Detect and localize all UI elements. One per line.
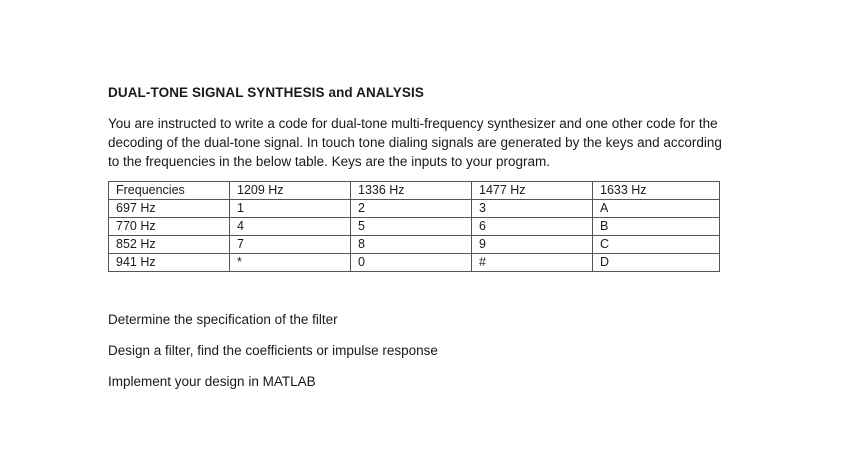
- table-row: [109, 236, 720, 254]
- table-cell: 5: [351, 218, 472, 236]
- table-cell: 941 Hz: [109, 254, 230, 272]
- frequency-table: [108, 181, 720, 272]
- table-cell: #: [472, 254, 593, 272]
- document-page: [108, 85, 728, 389]
- table-cell: 1: [230, 200, 351, 218]
- task-step-2: Design a filter, find the coefficients or impulse response: [108, 343, 438, 358]
- table-row: [109, 200, 720, 218]
- table-cell: A: [593, 200, 720, 218]
- intro-paragraph: You are instructed to write a code for dual-tone multi-frequency synthesizer and one other code for the decoding of the dual-tone signal. In touch tone dialing signals are generated by the keys and according to the frequencies in the below table. Keys are the inputs to your program.: [108, 116, 722, 169]
- table-header-cell: 1336 Hz: [351, 182, 472, 200]
- task-step-1: Determine the specification of the filter: [108, 312, 338, 327]
- table-cell: 3: [472, 200, 593, 218]
- table-row: [109, 254, 720, 272]
- table-cell: 770 Hz: [109, 218, 230, 236]
- task-step-3: Implement your design in MATLAB: [108, 374, 316, 389]
- table-header-cell: 1209 Hz: [230, 182, 351, 200]
- table-cell: *: [230, 254, 351, 272]
- table-cell: 697 Hz: [109, 200, 230, 218]
- table-cell: 0: [351, 254, 472, 272]
- table-cell: 6: [472, 218, 593, 236]
- table-header-cell: Frequencies: [109, 182, 230, 200]
- table-cell: B: [593, 218, 720, 236]
- table-header-row: [109, 182, 720, 200]
- table-cell: 4: [230, 218, 351, 236]
- table-header-cell: 1633 Hz: [593, 182, 720, 200]
- table-cell: 8: [351, 236, 472, 254]
- table-row: [109, 218, 720, 236]
- table-cell: C: [593, 236, 720, 254]
- document-title: DUAL-TONE SIGNAL SYNTHESIS and ANALYSIS: [108, 85, 424, 100]
- table-header-cell: 1477 Hz: [472, 182, 593, 200]
- table-cell: 7: [230, 236, 351, 254]
- table-cell: D: [593, 254, 720, 272]
- table-cell: 9: [472, 236, 593, 254]
- table-cell: 852 Hz: [109, 236, 230, 254]
- table-cell: 2: [351, 200, 472, 218]
